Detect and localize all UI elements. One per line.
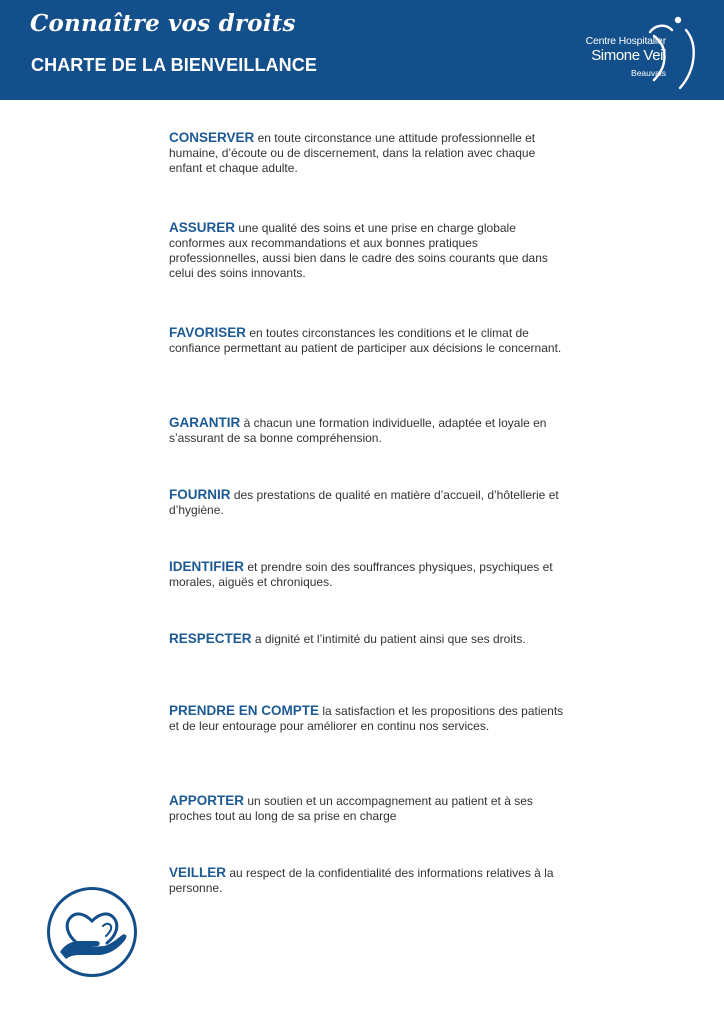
- charter-keyword: IDENTIFIER: [169, 559, 245, 574]
- charter-text: à chacun une formation individuelle, adaptée et loyale en s’assurant de sa bonne compréhension.: [169, 416, 547, 445]
- charter-item-assurer: [169, 220, 569, 281]
- logo-figure-icon: [642, 14, 698, 90]
- heart-hand-icon: [46, 886, 138, 978]
- charter-text: la satisfaction et les propositions des patients et de leur entourage pour améliorer en continu nos services.: [169, 704, 564, 733]
- charter-item-respecter: [169, 631, 569, 647]
- charter-keyword: APPORTER: [169, 793, 245, 808]
- charter-item-garantir: [169, 415, 569, 446]
- charter-item-conserver: [169, 130, 569, 176]
- charter-text: a dignité et l’intimité du patient ainsi que ses droits.: [251, 632, 526, 646]
- charter-item-prendre-en-compte: [169, 703, 569, 734]
- charter-keyword: CONSERVER: [169, 130, 255, 145]
- charter-text: et prendre soin des souffrances physiques, psychiques et morales, aiguës et chroniques.: [169, 560, 553, 589]
- logo-line-3: Beauvais: [631, 68, 666, 78]
- page-title: Connaître vos droits: [30, 10, 296, 37]
- charter-item-fournir: [169, 487, 569, 518]
- logo-line-1: Centre Hospitalier: [585, 35, 666, 47]
- charter-item-veiller: [169, 865, 569, 896]
- charter-item-apporter: [169, 793, 569, 824]
- charter-keyword: ASSURER: [169, 220, 236, 235]
- charter-keyword: PRENDRE EN COMPTE: [169, 703, 320, 718]
- header-banner: [0, 0, 724, 100]
- logo-line-2: Simone Veil: [591, 47, 666, 64]
- charter-text: en toute circonstance une attitude professionnelle et humaine, d’écoute ou de discernement, dans la relation avec chaque enfant et chaque adulte.: [169, 131, 536, 175]
- page-subtitle: CHARTE DE LA BIENVEILLANCE: [31, 55, 317, 75]
- charter-keyword: FOURNIR: [169, 487, 231, 502]
- charter-item-identifier: [169, 559, 569, 590]
- charter-keyword: GARANTIR: [169, 415, 241, 430]
- charter-text: un soutien et un accompagnement au patient et à ses proches tout au long de sa prise en charge: [169, 794, 533, 823]
- charter-text: en toutes circonstances les conditions et le climat de confiance permettant au patient de participer aux décisions le concernant.: [169, 326, 562, 355]
- charter-text: une qualité des soins et une prise en charge globale conformes aux recommandations et aux bonnes pratiques professionnelles, aussi bien dans le cadre des soins courants que dans celui des soins innovants.: [169, 221, 548, 280]
- charter-keyword: FAVORISER: [169, 325, 247, 340]
- charter-item-favoriser: [169, 325, 569, 356]
- hospital-logo: [578, 14, 698, 90]
- charter-keyword: RESPECTER: [169, 631, 252, 646]
- charter-keyword: VEILLER: [169, 865, 227, 880]
- charter-text: au respect de la confidentialité des informations relatives à la personne.: [169, 866, 554, 895]
- charter-text: des prestations de qualité en matière d’accueil, d’hôtellerie et d’hygiène.: [169, 488, 559, 517]
